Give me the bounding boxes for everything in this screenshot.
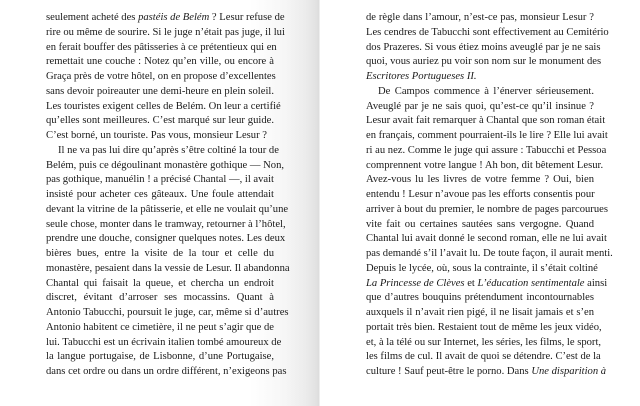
text-line	[46, 114, 274, 129]
text-line	[366, 100, 594, 115]
italic-text: pastéis de Belém	[138, 12, 210, 23]
text-line	[366, 262, 598, 277]
text-segment: comprennent votre langue ! Ah bon, dit bêtement Lesur.	[366, 159, 604, 171]
text-line	[366, 218, 594, 233]
text-segment: qu’elles sont meilleures. C’est marqué sur leur guide.	[46, 115, 274, 127]
text-segment: Antonio Tabucchi, poursuit le juge, car, même si d’autres	[46, 307, 289, 318]
text-line	[46, 350, 274, 365]
text-line	[46, 247, 274, 262]
text-line	[46, 85, 274, 100]
text-segment: Chantal lui avait donné le second roman, elle ne lui avait	[366, 233, 607, 245]
text-line	[366, 203, 608, 218]
text-line	[46, 321, 274, 336]
text-segment: portait très bien. Restaient tout de même les jeux vidéo,	[366, 321, 602, 333]
text-line	[366, 144, 607, 159]
text-line	[46, 218, 286, 233]
text-line	[366, 291, 594, 306]
text-line	[366, 55, 602, 70]
text-segment: Il ne va pas lui dire qu’après s’être coltiné la tour de	[58, 144, 279, 156]
text-segment: devant la vitrine de la pâtisserie, et elle ne voulait qu’une	[46, 203, 289, 215]
text-segment: pas demandé s’il l’avait lu. De toute façon, il aurait menti.	[366, 248, 613, 259]
text-line	[366, 188, 594, 203]
text-segment: et	[464, 277, 478, 289]
text-line	[366, 232, 607, 247]
text-segment: les films de cul. Il avait de quoi se détendre. C’est de la	[366, 351, 601, 363]
text-line	[366, 321, 602, 336]
text-segment: Les cendres de Tabucchi sont effectivement au Cemitério	[366, 26, 609, 38]
text-segment: monastère, pesaient dans la vessie de Lesur. Il abandonna	[46, 262, 290, 274]
text-segment: lui. Tabucchi est un écrivain italien tombé amoureux de	[46, 336, 282, 348]
text-segment: ainsi	[584, 277, 608, 289]
text-line	[366, 114, 606, 129]
text-line	[46, 41, 277, 56]
text-line	[366, 11, 594, 26]
text-line	[366, 173, 594, 188]
text-segment: de règle dans l’amour, n’est-ce pas, monsieur Lesur ?	[366, 12, 594, 23]
text-line	[46, 159, 285, 174]
text-segment: quoi, vous auriez pu voir son nom sur le monument des	[366, 56, 602, 68]
text-line	[46, 336, 282, 351]
text-segment: ri au nez. Comme le juge qui assure : Tabucchi et Pessoa	[366, 144, 607, 156]
text-line	[46, 203, 289, 218]
text-segment: rire ou même de sourire. Si le juge n’était pas juge, il lui	[46, 26, 285, 38]
text-segment: en ferait bouffer des pâtisseries à ce prétentieux qui en	[46, 41, 277, 53]
text-line	[46, 277, 274, 292]
text-line	[366, 365, 607, 380]
right-page[interactable]	[320, 0, 640, 406]
text-line	[46, 55, 274, 70]
text-segment: bières bues, entre la visite de la tour et celle du	[46, 248, 274, 259]
text-segment: pas gothique, manuélin ! a précisé Chantal —, il avait	[46, 174, 274, 186]
text-segment: remettait une couche : Notez qu’en ville, ou encore à	[46, 56, 274, 68]
text-line	[366, 41, 601, 56]
text-line	[46, 365, 287, 380]
text-segment: en français, comment pourraient-ils le lire ? Elle lui avait	[366, 130, 608, 141]
text-segment: seulement acheté des	[46, 12, 139, 23]
right-page-text	[366, 11, 613, 380]
text-line	[366, 70, 594, 85]
text-line	[366, 277, 608, 292]
text-segment: discret, évitant d’arroser ses mocassins. Quant à	[46, 292, 274, 304]
text-line	[46, 262, 290, 277]
text-segment: ? Lesur refuse de	[209, 12, 285, 23]
text-line	[366, 350, 601, 365]
text-line	[366, 159, 604, 174]
text-segment: Belém, puis ce dégoulinant monastère gothique — Non,	[46, 159, 285, 171]
text-line	[46, 100, 281, 115]
text-segment: Les touristes exigent celles de Belém. On leur a certifié	[46, 100, 281, 112]
text-segment: Antonio habitent ce cimetière, il ne peut s’agir que de	[46, 321, 274, 333]
text-segment: la langue portugaise, de Lisbonne, d’une Portugaise,	[46, 351, 274, 363]
text-segment: prendre une douche, consigner quelques notes. Les deux	[46, 233, 286, 245]
text-segment: entendu ! Lesur n’avoue pas les efforts consentis pour	[366, 189, 595, 200]
text-segment: vite fait ou certaines sautées sans vergogne. Quand	[366, 218, 594, 230]
text-segment: Depuis le lycée, où, sous la contrainte, il s’était coltiné	[366, 262, 598, 274]
text-segment: Chantal qui faisait la queue, et chercha un endroit	[46, 277, 274, 289]
text-segment: que d’autres bouquins prétendument incontournables	[366, 292, 594, 304]
text-line	[46, 26, 285, 41]
text-segment: De Campos commence à l’énerver sérieusement.	[378, 85, 594, 97]
text-segment: culture ! Sauf peut-être le porno. Dans	[366, 366, 532, 377]
text-line	[46, 188, 274, 203]
text-line	[366, 85, 594, 100]
text-line	[366, 336, 602, 351]
text-line	[366, 26, 609, 41]
text-segment: et, à la télé ou sur Internet, les séries, les films, le sport,	[366, 336, 602, 348]
text-line	[46, 232, 286, 247]
text-line	[46, 129, 274, 144]
italic-text: Une disparition à	[531, 366, 607, 377]
text-segment: dans cet ordre ou dans un ordre différent, n’exigeons pas	[46, 366, 287, 377]
left-page-text	[46, 11, 290, 380]
text-line	[366, 247, 613, 262]
italic-text: L’éducation sentimentale	[477, 277, 585, 289]
text-line	[366, 306, 594, 321]
italic-text: Escritores Portugueses II.	[366, 71, 477, 82]
text-segment: auxquels il n’avait rien pigé, il ne lisait jamais et s’en	[366, 307, 594, 318]
text-segment: Aveuglé par je ne sais quoi, qu’est-ce qu’il insinue ?	[366, 100, 594, 112]
text-segment: Avez-vous lu les livres de votre femme ? Oui, bien	[366, 174, 594, 186]
italic-text: La Princesse de Clèves	[366, 277, 465, 289]
text-line	[46, 11, 285, 26]
text-line	[46, 173, 274, 188]
text-segment: arriver à bout du premier, le nombre de pages parcourues	[366, 203, 608, 215]
text-line	[46, 306, 289, 321]
text-line	[46, 291, 274, 306]
text-segment: Graça près de votre hôtel, on en propose d’excellentes	[46, 71, 276, 82]
text-line	[366, 129, 608, 144]
text-segment: C’est borné, un touriste. Pas vous, monsieur Lesur ?	[46, 130, 267, 141]
text-segment: dos Prazeres. Si vous étiez moins aveuglé par je ne sais	[366, 41, 601, 53]
text-segment: insisté pour acheter ces gâteaux. Une foule attendait	[46, 189, 274, 200]
text-line	[46, 70, 274, 85]
text-segment: seule chose, monter dans le tramway, retourner à l’hôtel,	[46, 218, 286, 230]
text-segment: sans devoir poireauter une demi-heure en plein soleil.	[46, 85, 274, 97]
text-line	[46, 144, 279, 159]
text-segment: Lesur avait fait remarquer à Chantal que son roman était	[366, 115, 606, 127]
